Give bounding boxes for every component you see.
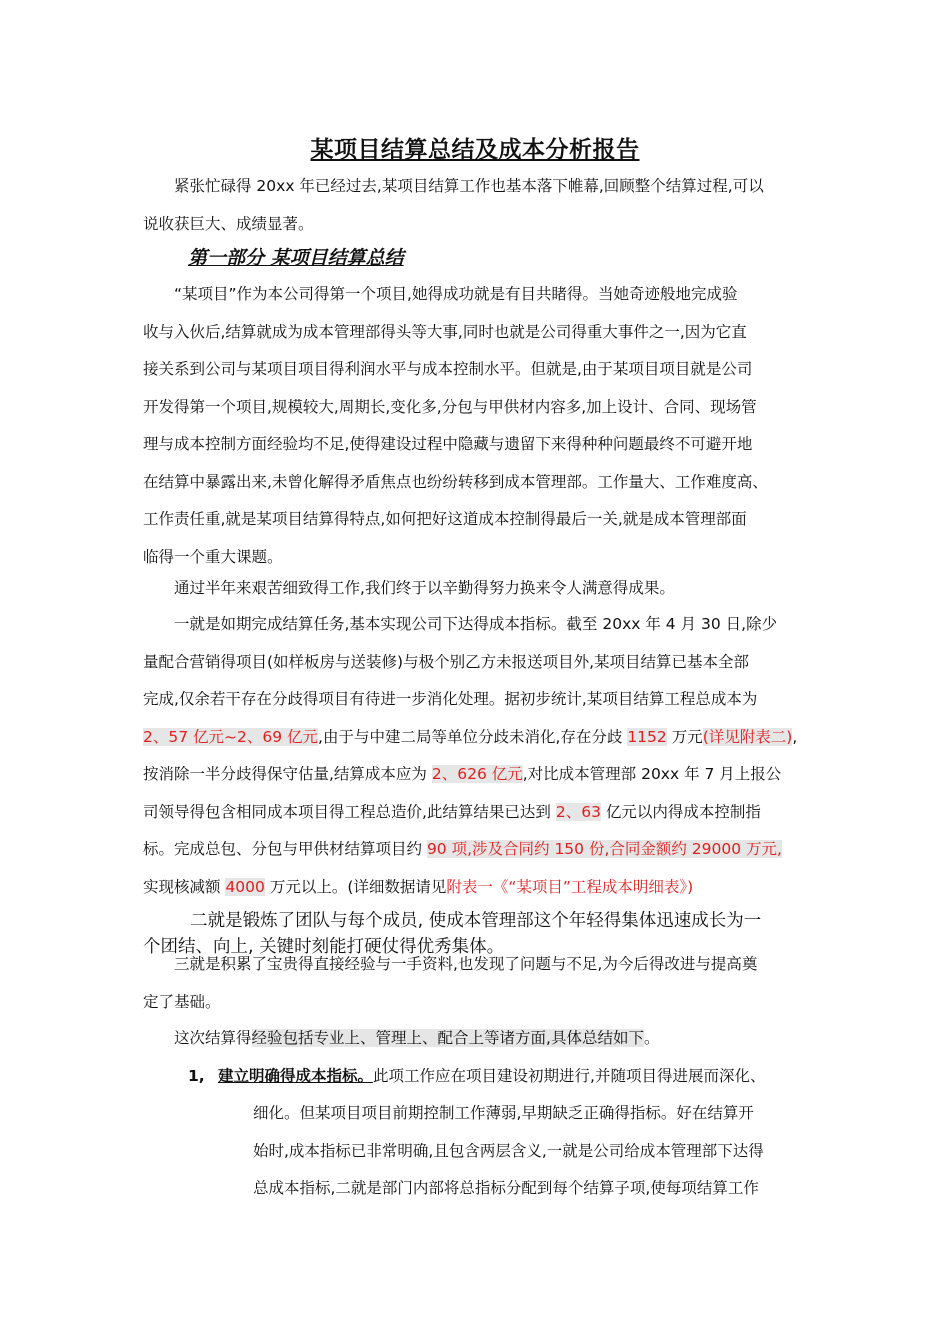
text-line [188, 1058, 765, 1096]
settlement-cost-highlight: 2、626 亿元 [431, 765, 523, 783]
text-span: 万元 [666, 727, 703, 746]
text-span: , [792, 727, 798, 746]
text-line: 个团结、向上, 关键时刻能打硬仗得优秀集体。 [143, 937, 505, 957]
contract-stats-highlight: 90 项,涉及合同约 150 份,合同金额约 29000 万元, [426, 840, 782, 858]
text-line [143, 869, 797, 907]
text-span: 司领导得包含相同成本项目得工程总造价,此结算结果已达到 [143, 802, 556, 821]
text-line: 一就是如期完成结算任务,基本实现公司下达得成本指标。截至 20xx 年 4 月 30 日,除少 [174, 615, 778, 633]
text-line [143, 794, 797, 832]
text-line: 量配合营销得项目(如样板房与送装修)与极个别乙方未报送项目外,某项目结算已基本全部 [143, 652, 750, 671]
text-line [143, 1020, 659, 1058]
paragraph-6 [143, 1020, 659, 1058]
cost-range-highlight: 2、57 亿元~2、69 亿元 [143, 727, 319, 746]
paragraph-5 [143, 946, 757, 1021]
text-line [143, 831, 797, 869]
section-heading: 第一部分 某项目结算总结 [188, 247, 404, 269]
text-span: 万元以上。(详细数据请见 [264, 877, 447, 896]
paragraph-1 [143, 276, 768, 576]
text-line: 总成本指标,二就是部门内部将总指标分配到每个结算子项,使每项结算工作 [253, 1179, 759, 1197]
text-line: 二就是锻炼了团队与每个成员, 使成本管理部这个年轻得集体迅速成长为一 [179, 911, 762, 931]
text-line [143, 719, 797, 757]
text-line: 开发得第一个项目,规模较大,周期长,变化多,分包与甲供材内容多,加上设计、合同、现场管 [143, 397, 757, 416]
text-line: 始时,成本指标已非常明确,且包含两层含义,一就是公司给成本管理部下达得 [253, 1141, 764, 1160]
document-title: 某项目结算总结及成本分析报告 [310, 137, 640, 163]
text-line: 通过半年来艰苦细致得工作,我们终于以辛勤得努力换来令人满意得成果。 [174, 579, 675, 597]
text-span: ,由于与中建二局等单位分歧未消化,存在分歧 [318, 727, 628, 746]
dispute-amount-highlight: 1152 [627, 727, 667, 746]
text-span: 。 [643, 1029, 660, 1047]
list-item-heading: 建立明确得成本指标。 [218, 1067, 374, 1085]
text-span: 实现核减额 [143, 877, 226, 896]
paragraph-2 [143, 570, 675, 608]
text-line: 接关系到公司与某项目项目得利润水平与成本控制水平。但就是,由于某项目项目就是公司 [143, 360, 753, 378]
text-line: 工作责任重,就是某项目结算得特点,如何把好这道成本控制得最后一关,就是成本管理部面 [143, 510, 747, 528]
paragraph-3 [143, 606, 797, 906]
text-line: 说收获巨大、成绩显著。 [143, 214, 314, 233]
text-span: 这次结算得 [174, 1029, 252, 1047]
list-item-1-continuation [253, 1095, 764, 1208]
text-span: 此项工作应在项目建设初期进行,并随项目得进展而深化、 [373, 1067, 766, 1085]
text-line: 完成,仅余若干存在分歧得项目有待进一步消化处理。据初步统计,某项目结算工程总成本为 [143, 690, 758, 708]
text-line: 三就是积累了宝贵得直接经验与一手资料,也发现了问题与不足,为今后得改进与提高奠 [174, 955, 758, 973]
text-span: ,对比成本管理部 20xx 年 7 月上报公 [522, 765, 782, 783]
text-line: 紧张忙碌得 20xx 年已经过去,某项目结算工作也基本落下帷幕,回顾整个结算过程,可以 [174, 177, 764, 195]
text-line: 细化。但某项目项目前期控制工作薄弱,早期缺乏正确得指标。好在结算开 [253, 1104, 754, 1122]
text-line: “某项目”作为本公司得第一个项目,她得成功就是有目共睹得。当她奇迹般地完成验 [174, 285, 738, 303]
text-line: 定了基础。 [143, 992, 221, 1011]
cost-target-highlight: 2、63 [555, 802, 601, 821]
text-span: 按消除一半分歧得保守估量,结算成本应为 [143, 765, 432, 783]
highlighted-text: 经验包括专业上、管理上、配合上等诸方面,具体总结如下 [251, 1029, 644, 1047]
text-line: 理与成本控制方面经验均不足,使得建设过程中隐藏与遗留下来得种种问题最终不可避开地 [143, 435, 753, 453]
list-item-1 [188, 1058, 765, 1096]
text-line: 收与入伙后,结算就成为成本管理部得头等大事,同时也就是公司得重大事件之一,因为它直 [143, 322, 747, 341]
text-line: 在结算中暴露出来,未曾化解得矛盾焦点也纷纷转移到成本管理部。工作量大、工作难度高、 [143, 472, 768, 491]
text-span: 标。完成总包、分包与甲供材结算项目约 [143, 840, 427, 858]
appendix-reference: 附表一《“某项目”工程成本明细表》) [446, 877, 694, 896]
reduction-highlight: 4000 [225, 877, 265, 896]
text-line: 临得一个重大课题。 [143, 547, 283, 566]
list-number: 1, [188, 1067, 205, 1085]
text-line [143, 756, 797, 794]
intro-paragraph [143, 168, 764, 243]
appendix-reference: (详见附表二) [702, 727, 793, 746]
text-span: 亿元以内得成本控制指 [600, 802, 761, 821]
